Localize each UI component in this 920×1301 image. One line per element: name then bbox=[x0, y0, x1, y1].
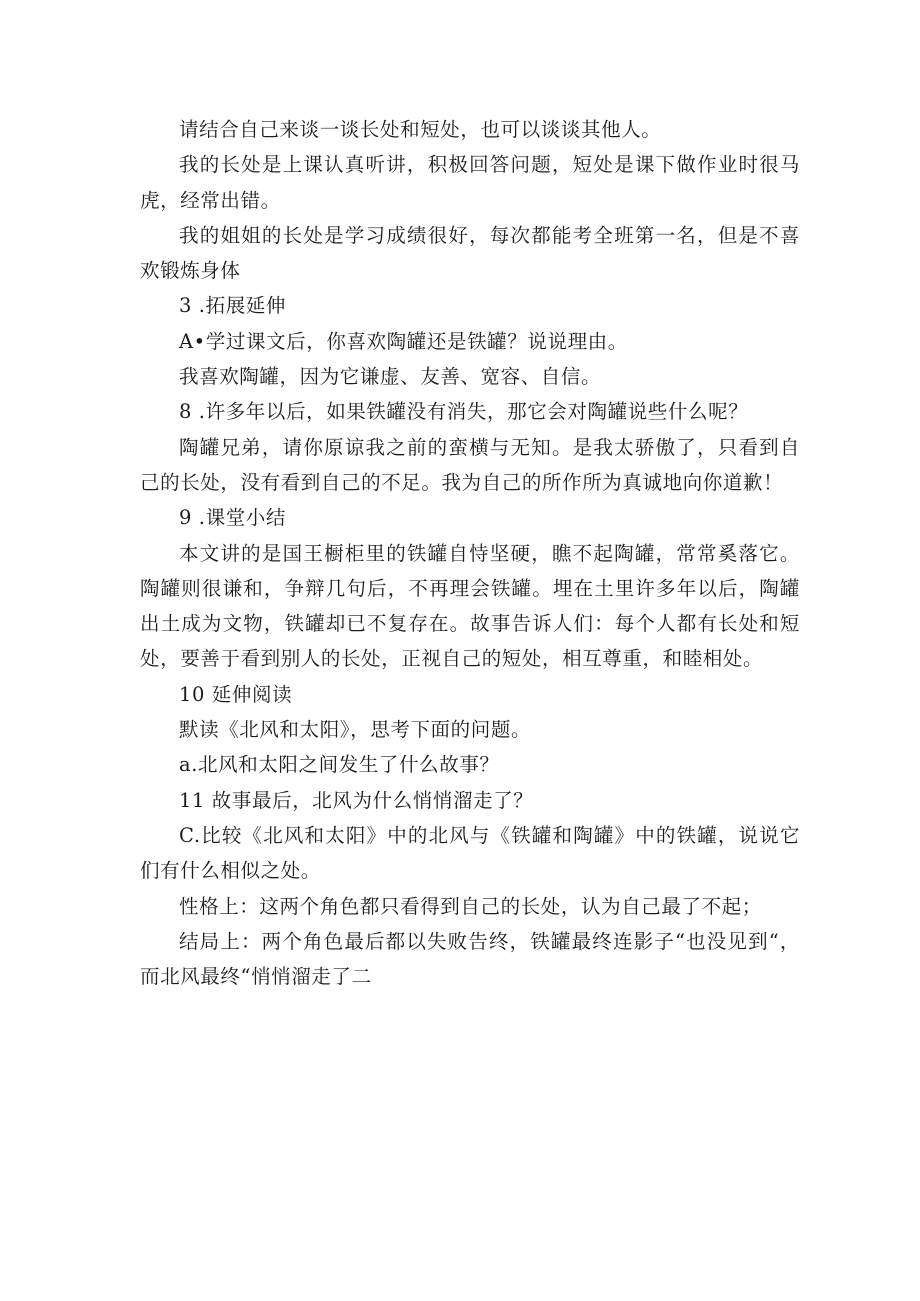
document-body bbox=[140, 112, 800, 994]
paragraph-sister-strengths: 我的姐姐的长处是学习成绩很好，每次都能考全班第一名，但是不喜欢锻炼身体 bbox=[140, 223, 800, 283]
question-reading-11: 11 故事最后，北风为什么悄悄溜走了？ bbox=[179, 788, 534, 812]
summary-text: 本文讲的是国王橱柜里的铁罐自恃坚硬，瞧不起陶罐，常常奚落它。陶罐则很谦和，争辩几句后，不再理会铁罐。埋在土里许多年以后，陶罐出土成为文物，铁罐却已不复存在。故事告诉人们：每个人都有长处和短处，要善于看到别人的长处，正视自己的短处，相互尊重，和睦相处。 bbox=[140, 541, 800, 671]
question-8: 8 .许多年以后，如果铁罐没有消失，那它会对陶罐说些什么呢？ bbox=[179, 400, 749, 424]
reading-instruction: 默读《北风和太阳》，思考下面的问题。 bbox=[179, 718, 532, 742]
paragraph-prompt-strengths: 请结合自己来谈一谈长处和短处，也可以谈谈其他人。 bbox=[179, 118, 662, 141]
question-reading-a: a.北风和太阳之间发生了什么故事？ bbox=[179, 753, 500, 777]
answer-ending: 结局上：两个角色最后都以失败告终，铁罐最终连影子“也没见到“，而北风最终“悄悄溜走了二 bbox=[140, 929, 800, 989]
question-a: A•学过课文后，你喜欢陶罐还是铁罐？说说理由。 bbox=[179, 329, 628, 353]
answer-personality: 性格上：这两个角色都只看得到自己的长处，认为自己最了不起； bbox=[179, 894, 762, 918]
answer-a: 我喜欢陶罐，因为它谦虚、友善、宽容、自信。 bbox=[179, 365, 602, 389]
heading-summary: 9 .课堂小结 bbox=[179, 506, 287, 530]
answer-8: 陶罐兄弟，请你原谅我之前的蛮横与无知。是我太骄傲了，只看到自己的长处，没有看到自己的不足。我为自己的所作所为真诚地向你道歉！ bbox=[140, 435, 800, 494]
heading-extension: 3 .拓展延伸 bbox=[179, 294, 287, 318]
question-reading-c: C.比较《北风和太阳》中的北风与《铁罐和陶罐》中的铁罐，说说它们有什么相似之处。 bbox=[140, 823, 800, 883]
paragraph-my-strengths: 我的长处是上课认真听讲，积极回答问题，短处是课下做作业时很马虎，经常出错。 bbox=[140, 153, 800, 212]
heading-extended-reading: 10 延伸阅读 bbox=[179, 682, 293, 706]
